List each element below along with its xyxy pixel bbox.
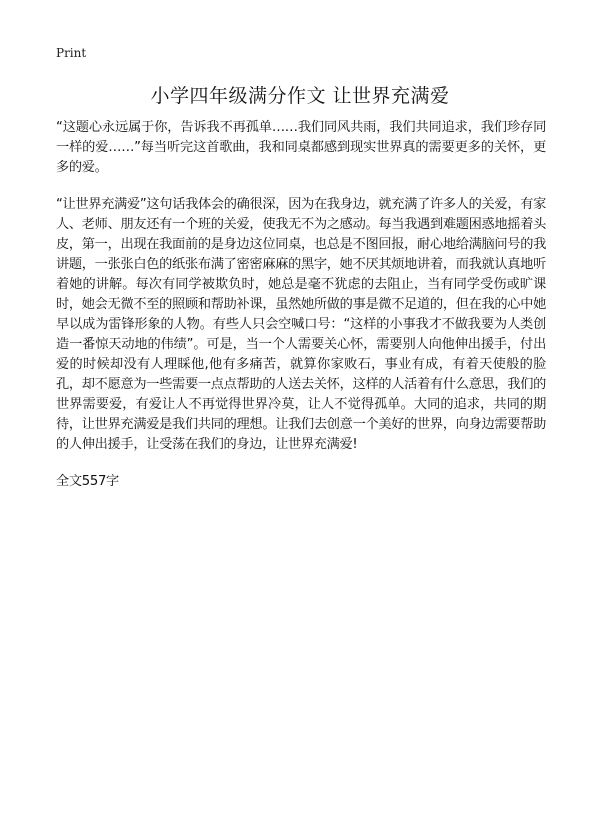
article-body <box>56 118 546 509</box>
article-title: 小学四年级满分作文 让世界充满爱 <box>150 85 450 107</box>
article-paragraph-2: “让世界充满爱”这句话我体会的确很深，因为在我身边，就充满了许多人的关爱，有家人、老师、朋友还有一个班的关爱，使我无不为之感动。每当我遇到难题困惑地摇着头皮，第一，出现在我面前的是身边这位同桌，也总是不图回报，耐心地给满脑问号的我讲题，一张张白色的纸张布满了密密麻麻的黑字，她不厌其烦地讲着，而我就认真地听着她的讲解。每次有同学被欺负时，她总是毫不犹虑的去阻止，当有同学受伤或旷课时，她会无微不至的照顾和帮助补课，虽然她所做的事是微不足道的，但在我的心中她早以成为雷锋形象的人物。有些人只会空喊口号：“这样的小事我才不做我要为人类创造一番惊天动地的伟绩”。可是，当一个人需要关心怀，需要别人向他伸出援手，付出爱的时候却没有人理睬他,他有多痛苦，就算你家败石，事业有成，有着天使般的脸孔，却不愿意为一些需要一点点帮助的人送去关怀，这样的人活着有什么意思，我们的世界需要爱，有爱让人不再觉得世界冷莫，让人不觉得孤单。大同的追求，共同的期待，让世界充满爱是我们共同的理想。让我们去创意一个美好的世界，向身边需要帮助的人伸出援手，让受荡在我们的身边，让世界充满爱! <box>56 197 546 452</box>
word-count: 全文557字 <box>56 474 119 489</box>
article-paragraph-1: “这题心永远属于你，告诉我不再孤单……我们同风共雨，我们共同追求，我们珍存同一样的爱……”每当听完这首歌曲，我和同桌都感到现实世界真的需要更多的关怀，更多的爱。 <box>56 120 546 175</box>
print-link[interactable]: Print <box>56 46 87 60</box>
